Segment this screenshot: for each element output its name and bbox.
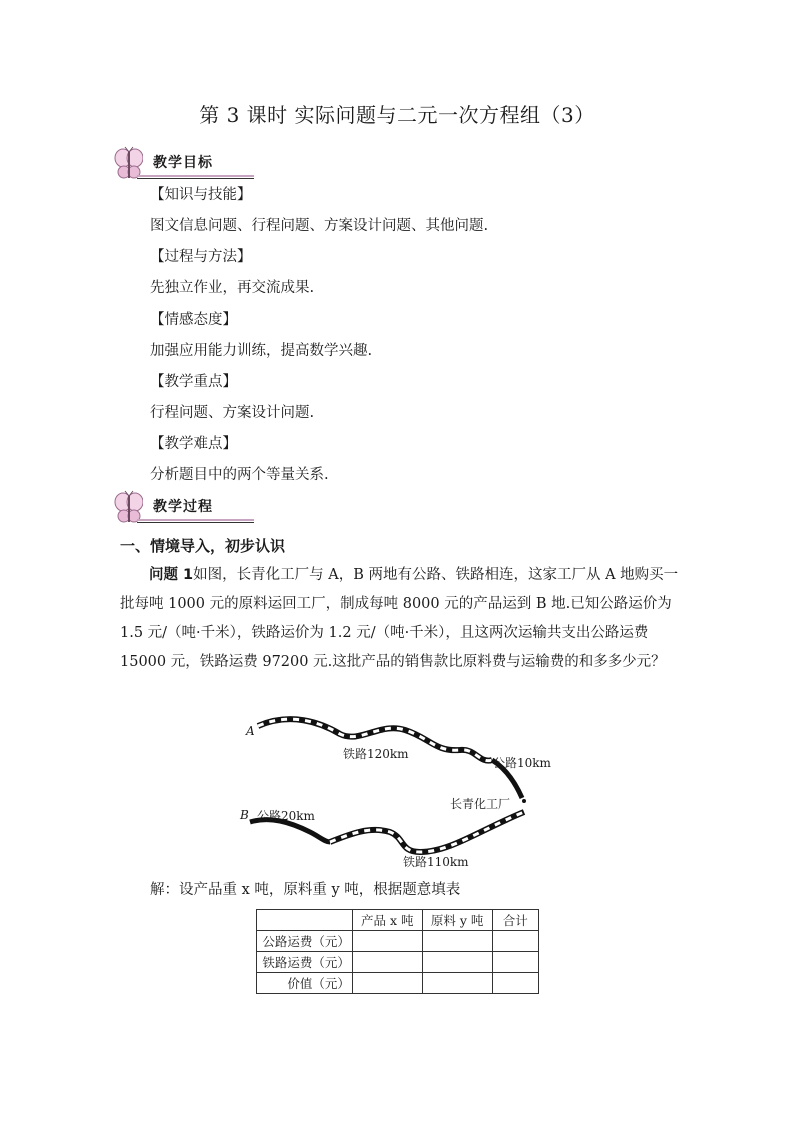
table-header-row xyxy=(257,910,539,931)
table-row xyxy=(257,973,539,994)
solution-intro: 解：设产品重 x 吨，原料重 y 吨，根据题意填表 xyxy=(150,882,461,898)
objective-text: 先独立作业，再交流成果. xyxy=(150,280,315,296)
section-banner-process xyxy=(113,490,253,526)
table-header-cell: 产品 x 吨 xyxy=(352,910,422,931)
page-title: 第 3 课时 实际问题与二元一次方程组（3） xyxy=(199,103,595,127)
map-label-b: B xyxy=(240,808,249,822)
rail-b-track xyxy=(330,812,524,852)
banner-rule xyxy=(137,178,254,179)
objective-text: 分析题目中的两个等量关系. xyxy=(150,467,329,483)
table-cell xyxy=(352,931,422,952)
table-row xyxy=(257,931,539,952)
row-label: 价值（元） xyxy=(257,973,353,994)
problem-paragraph xyxy=(120,561,680,677)
objective-heading: 【教学重点】 xyxy=(150,374,237,390)
row-label: 铁路运费（元） xyxy=(257,952,353,973)
map-label-road-a: 公路10km xyxy=(493,756,551,770)
table-cell xyxy=(492,973,538,994)
table-cell xyxy=(352,952,422,973)
part-heading: 一、情境导入，初步认识 xyxy=(120,537,286,555)
table-cell xyxy=(422,931,492,952)
map-label-rail-a: 铁路120km xyxy=(343,747,409,761)
section-title: 教学目标 xyxy=(143,152,253,174)
banner-rule xyxy=(137,522,254,523)
objective-heading: 【教学难点】 xyxy=(150,436,237,452)
table-cell xyxy=(422,952,492,973)
map-label-road-b: 公路20km xyxy=(257,809,315,823)
map-label-rail-b: 铁路110km xyxy=(403,855,469,869)
section-title: 教学过程 xyxy=(143,496,253,518)
problem-text: 如图，长青化工厂与 A，B 两地有公路、铁路相连，这家工厂从 A 地购买一批每吨 1000 元的原料运回工厂，制成每吨 8000 元的产品运到 B 地.已知公路运价为 1.5 元/（吨·千米），铁路运价为 1.2 元/（吨·千米），且这两次运输共支出公路运费 15000 元，铁路运费 97200 元.这批产品的销售款比原料费与运输费的和多多少元？ xyxy=(120,567,679,670)
objective-text: 行程问题、方案设计问题. xyxy=(150,405,315,421)
problem-label: 问题 1 xyxy=(149,567,194,583)
table-cell xyxy=(352,973,422,994)
row-label: 公路运费（元） xyxy=(257,931,353,952)
banner-rule xyxy=(137,175,254,177)
table-row xyxy=(257,952,539,973)
route-map xyxy=(230,712,550,872)
objective-text: 加强应用能力训练，提高数学兴趣. xyxy=(150,343,373,359)
banner-rule xyxy=(137,519,254,521)
table-header-cell: 合计 xyxy=(492,910,538,931)
section-banner-objectives xyxy=(113,146,253,182)
map-label-a: A xyxy=(246,724,255,738)
objective-heading: 【情感态度】 xyxy=(150,312,237,328)
table-header-cell xyxy=(257,910,353,931)
factory-dot xyxy=(522,799,526,803)
objective-text: 图文信息问题、行程问题、方案设计问题、其他问题. xyxy=(150,218,489,234)
table-cell xyxy=(492,931,538,952)
objective-heading: 【知识与技能】 xyxy=(150,187,252,203)
table-cell xyxy=(492,952,538,973)
table-cell xyxy=(422,973,492,994)
map-label-factory: 长青化工厂 xyxy=(450,797,511,811)
table-header-cell: 原料 y 吨 xyxy=(422,910,492,931)
objective-heading: 【过程与方法】 xyxy=(150,249,252,265)
fill-table xyxy=(256,909,539,994)
